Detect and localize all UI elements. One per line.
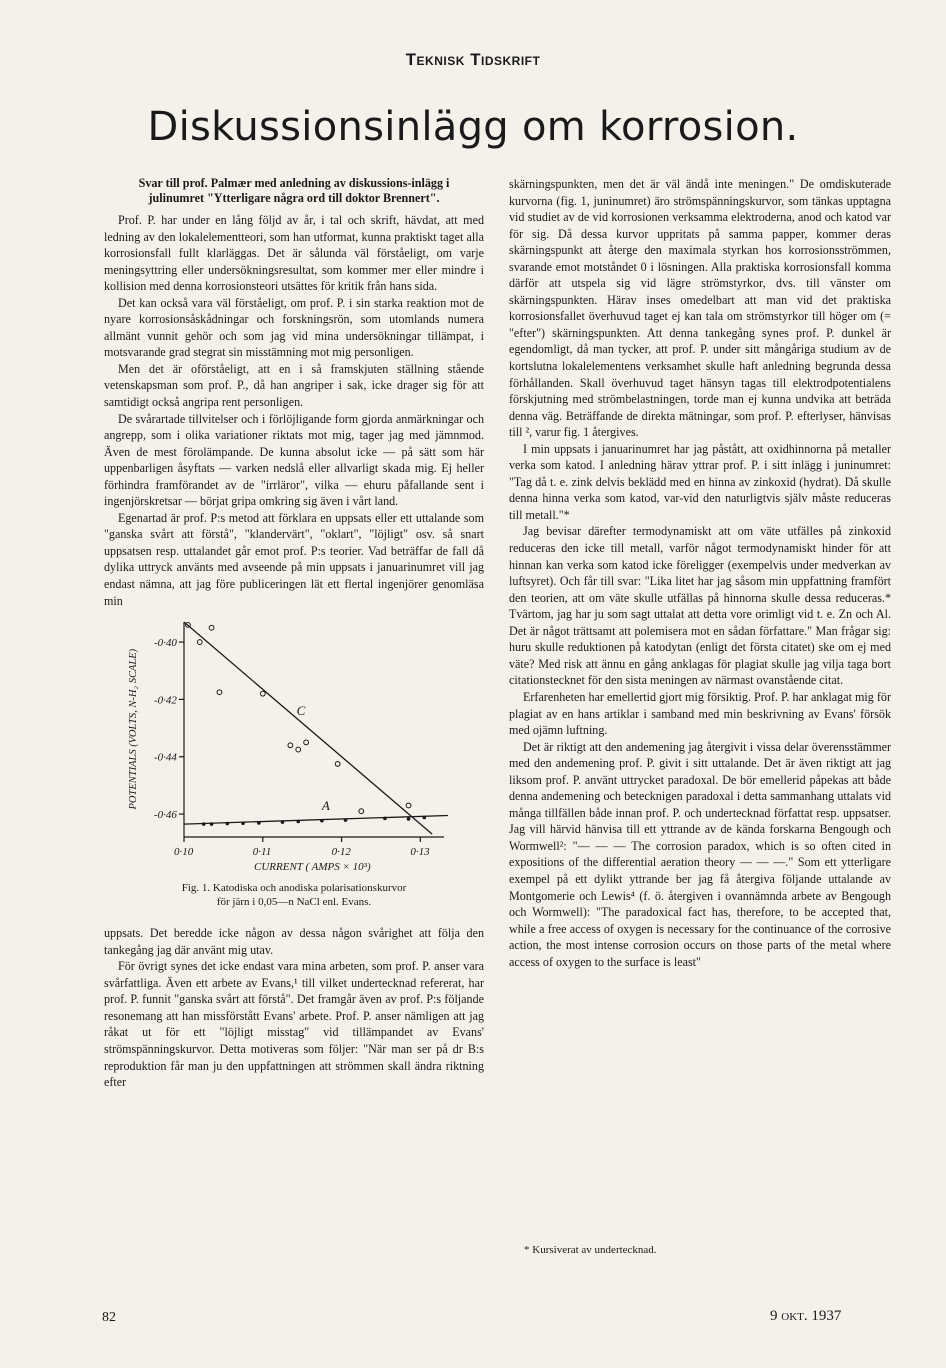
data-point-A (296, 820, 300, 824)
series-line-C (184, 622, 432, 834)
y-axis-label: POTENTIALS (VOLTS, N-H₂ SCALE) (128, 648, 139, 810)
data-point-C (217, 690, 222, 695)
paragraph: Egenartad är prof. P:s metod att förklara en uppsats eller ett uttalande som "ganska svårt att förstå", "klandervärt", "oklart", "löjligt" osv. så snart uppsatsen resp. uttalandet går emot prof. P:s teorier. Vad beträffar de fall då dylika uttryck använts med avseende på min uppsats i januarinumret vill jag endast nämna, att jag före publiceringen lät ett flertal ingenjörer genomläsa min (104, 510, 484, 608)
x-tick-label: 0·11 (252, 846, 272, 859)
paragraph: skärningspunkten, men det är väl ändå inte meningen." De omdiskuterade kurvorna (fig. 1, juninumret) äro strömspänningskurvor, som tänkas upptagna vid studiet av de vid korrosionen verksamma elektroderna, anod och katod var för sig. Då dessa kurvor uppritats på samma papper, kommer deras skärningspunkt att återge den maximala styrkan hos korrosionsströmmen, svarande emot motståndet 0 i lösningen. Alla praktiska korrosionsfall komma därför att utspela sig vid lägre strömstyrkor, dvs. till vänster om skärningspunkten. Härav inses omedelbart att man vid det praktiska korrosionsfallet överhuvud taget ej kan tala om strömstyrkor till höger om (= "efter") skärningspunkten. Att denna tankegång synes prof. P. dunkel är egendomligt, då man tycker, att prof. P. under sitt mångåriga studium av de kortslutna lokalelementens verksamhet skulle haft anledning begrunda dessa förhållanden. Skall överhuvud taget hänsyn tagas till elektrodpotentialens förskjutning med strömbelastningen, torde man ej kunna undvika att beträda denna väg. Beträffande de direkta mätningar, som prof. P. efterlyser, hänvisas till ², varur fig. 1 återgives. (509, 177, 891, 440)
data-point-A (383, 817, 387, 821)
paragraph: uppsats. Det beredde icke någon av dessa någon svårighet att följa den tankegång jag där använt mig utav. (104, 926, 484, 957)
data-point-A (226, 822, 230, 826)
x-axis-label: CURRENT ( AMPS × 10³) (254, 861, 371, 874)
data-point-A (320, 819, 324, 823)
y-tick-label: -0·46 (154, 809, 177, 822)
paragraph: Men det är oförståeligt, att en i så framskjuten ställning stående vetenskapsman som prof. P., då han angriper i sak, icke drager sig för att samtidigt också angripa rent personligen. (104, 361, 484, 410)
x-tick-label: 0·10 (174, 846, 194, 859)
article-heading: Svar till prof. Palmær med anledning av diskussions-inlägg i julinumret "Ytterligare några ord till doktor Brennert". (138, 176, 450, 205)
paragraph: De svårartade tillvitelser och i förlöjligande form gjorda anmärkningar och angrepp, som i olika variationer riktats mot mig, tager jag med jämnmod. Även de mest förolämpande. De kunna absolut icke — på sätt som här uppenbarligen åsyftats — varken nedslå eller allvarligt skada mig. Ej heller förhindra framförandet av de "irrläror", vilka — ehuru påfallande sent i ingenjörskretsar — börjat gripa omkring sig även i vårt land. (104, 411, 484, 509)
footnote: * Kursiverat av undertecknad. (524, 1244, 657, 1256)
polarisation-chart (114, 617, 454, 881)
paragraph: Erfarenheten har emellertid gjort mig försiktig. Prof. P. har anklagat mig för plagiat av en hans artiklar i samband med min beskrivning av Evans' försök med ojämn luftning. (509, 689, 891, 738)
data-point-A (241, 822, 245, 826)
data-point-C (359, 809, 364, 814)
data-point-C (288, 743, 293, 748)
data-point-A (344, 818, 348, 822)
right-column (509, 176, 891, 970)
figure-1 (104, 617, 484, 919)
paragraph: Prof. P. har under en lång följd av år, i tal och skrift, hävdat, att med ledning av den lokalelementteori, som han utformat, kunna praktiskt taget alla korrosionsfall fullt klarläggas. Det är sålunda väl förståeligt, om varje meningsyttring eller undersökningsresultat, som kommer mer eller mindre i kollision med denna korrosionsteori utsättes för kritik från hans sida. (104, 213, 484, 294)
data-point-C (406, 803, 411, 808)
paragraph: Det är riktigt att den andemening jag återgivit i vissa delar överensstämmer med den andemening prof. P. givit i sitt uttalande. Det är även riktigt att jag liksom prof. P. använt uttrycket paradoxal. De bör emellerid påpekas att både denna andemening och betecknigen paradoxal i detta sammanhang uttalats vid många tillfällen både innan prof. P. och undertecknad författat resp. uppsatser. Jag vill härvid hänvisa till ett yttrande av de kända forskarna Bengough och Wormwell²: "— — — The corrosion paradox, which is so often cited in expositions of the differential aeration theory — — —." Som ett ytterligare exempel på ett dylikt yttrande ber jag få återgiva följande uttalande av Montgomerie och Lewis⁴ (f. ö. återgiven i ovannämnda arbete av Bengough och Wormwell): "The paradoxical fact has, therefore, to be accepted that, while a free access of oxygen is necessary for the continuance of the corrosive action, the most intense corrosion occurs on those parts of the metal where access of oxygen to the surface is least" (509, 739, 891, 969)
paragraph: I min uppsats i januarinumret har jag påstått, att oxidhinnorna på metaller verka som katod. I anledning härav yttrar prof. P. i sitt inlägg i juninumret: "Tag då t. e. zink delvis beklädd med en hinna av zinkoxid (hydrat). Då skulle denna hinna verka som katod, var-vid den naturligtvis själv måste reduceras till metall."* (509, 441, 891, 522)
y-tick-label: -0·44 (154, 751, 177, 764)
data-point-A (281, 820, 285, 824)
caption-line: för järn i 0,05—n NaCl enl. Evans. (216, 896, 372, 909)
curve-label-a: A (321, 797, 330, 813)
curve-label-c: C (296, 703, 306, 719)
data-point-C (209, 625, 214, 630)
data-point-C (197, 640, 202, 645)
data-point-A (407, 817, 411, 821)
figure-caption (104, 881, 484, 909)
page-date: 9 okt. 1937 (770, 1308, 842, 1324)
data-point-A (423, 816, 427, 820)
article-title: Diskussionsinlägg om korrosion. (147, 104, 799, 150)
paragraph: Det kan också vara väl förståeligt, om prof. P. i sin starka reaktion mot de nyare korrosionsåskådningar och forskningsrön, som utomlands numera allmänt vunnit gehör och som jag vid mina undersökningar tillämpat, i motsvarande grad stegrat sin misstämning mot mig personligen. (104, 295, 484, 360)
left-column (104, 176, 484, 1091)
x-tick-label: 0·12 (331, 846, 351, 859)
data-point-C (260, 691, 265, 696)
y-tick-label: -0·40 (154, 637, 177, 650)
data-point-A (210, 822, 214, 826)
data-point-C (335, 762, 340, 767)
x-tick-label: 0·13 (410, 846, 430, 859)
caption-line: Fig. 1. Katodiska och anodiska polarisationskurvor (181, 882, 407, 895)
data-point-A (202, 822, 206, 826)
data-point-A (257, 821, 261, 825)
data-point-C (304, 740, 309, 745)
data-point-C (296, 747, 301, 752)
paragraph: Jag bevisar därefter termodynamiskt att om väte utfälles på zinkoxid reduceras den icke till metall, varför något termodynamiskt hinder för att hinnan kan verka som katod icke föreligger (exempelvis under medverkan av luftsyret). Och får till svar: "Lika litet har jag såsom min uppfattning framfört den teorien, att om väte skulle utfällas på hinnorna skulle dessa reduceras.* Tvärtom, jag har ju som sagt uttalat att detta vore orimligt vid t. e. Zn och Al. Det är något trättsamt att polemisera mot en sådan författare." Man frågar sig: huru skulle reduktionen på katodytan (enligt det första citatet) ske om ej med väte? Med risk att ännu en gång anklagas för plagiat skulle jag vilja taga bort citationstecknet för den sista meningen av närmast ovanstående citat. (509, 524, 891, 688)
y-tick-label: -0·42 (154, 694, 177, 707)
page-number: 82 (102, 1310, 116, 1325)
masthead: Teknisk Tidskrift (405, 50, 541, 69)
paragraph: För övrigt synes det icke endast vara mina arbeten, som prof. P. anser vara svårfattliga. Även ett arbete av Evans,¹ till vilket undertecknad refererat, har prof. P. funnit "ganska svårt att förstå". Det framgår även av prof. P:s följande resonemang att han missförstått Evans' arbete. Prof. P. anser nämligen att jag råkat ut för ett "löjligt misstag" vid tillämpandet av Evans' strömspänningskurvor. Detta motiveras som följer: "När man ser på dr B:s reproduktion får man ju den uppfattningen att strömmen skall ändra riktning efter (104, 959, 484, 1090)
